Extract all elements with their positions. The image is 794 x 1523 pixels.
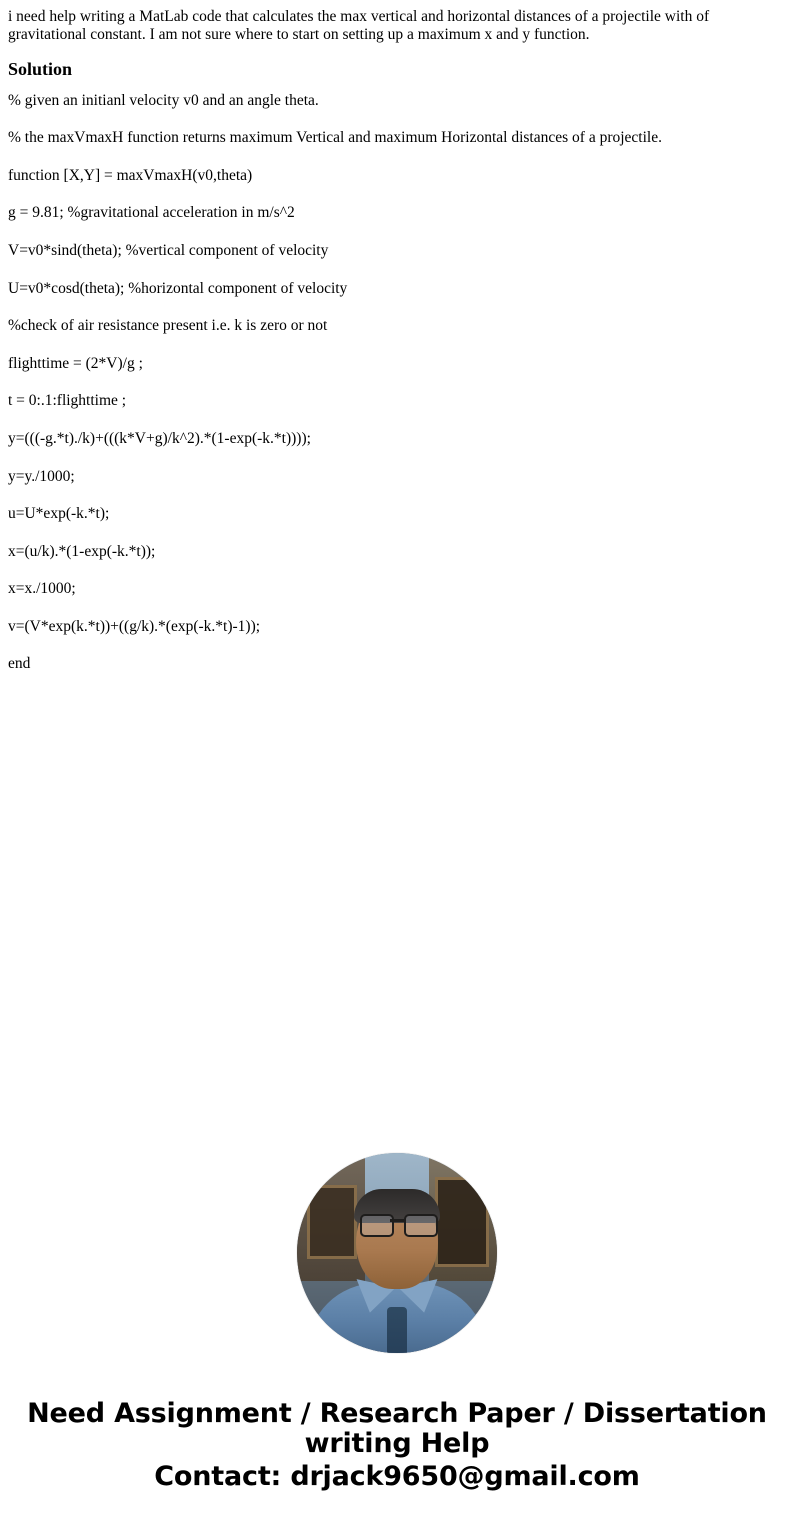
code-line: x=(u/k).*(1-exp(-k.*t)); bbox=[8, 542, 156, 560]
code-line: % the maxVmaxH function returns maximum Vertical and maximum Horizontal distances of a projectile. bbox=[8, 129, 662, 147]
avatar-picture-frame bbox=[307, 1185, 357, 1259]
avatar-container bbox=[8, 1153, 786, 1353]
footer-line-1: Need Assignment / Research Paper / Dissertation bbox=[27, 1398, 767, 1430]
code-line: function [X,Y] = maxVmaxH(v0,theta) bbox=[8, 166, 253, 184]
code-line: % given an initianl velocity v0 and an angle theta. bbox=[8, 91, 319, 109]
code-line: y=(((-g.*t)./k)+(((k*V+g)/k^2).*(1-exp(-k.*t)))); bbox=[8, 429, 311, 447]
footer-promo bbox=[8, 1399, 786, 1512]
solution-code-block bbox=[8, 92, 786, 675]
code-line: t = 0:.1:flighttime ; bbox=[8, 392, 127, 410]
code-line: end bbox=[8, 655, 31, 673]
avatar-glasses-right bbox=[404, 1214, 438, 1237]
footer-contact: Contact: drjack9650@gmail.com bbox=[154, 1460, 640, 1492]
avatar-glasses-bridge bbox=[390, 1219, 404, 1222]
question-text: i need help writing a MatLab code that calculates the max vertical and horizontal distances of a projectile with of gravitational constant. I am not sure where to start on setting up a maximum x and y function. bbox=[8, 8, 710, 44]
code-line: %check of air resistance present i.e. k is zero or not bbox=[8, 317, 328, 335]
avatar bbox=[297, 1153, 497, 1353]
code-line: y=y./1000; bbox=[8, 467, 75, 485]
code-line: g = 9.81; %gravitational acceleration in m/s^2 bbox=[8, 204, 295, 222]
code-line: u=U*exp(-k.*t); bbox=[8, 505, 110, 523]
code-line: flighttime = (2*V)/g ; bbox=[8, 354, 143, 372]
footer-line-2: writing Help bbox=[304, 1428, 490, 1460]
code-line: U=v0*cosd(theta); %horizontal component of velocity bbox=[8, 279, 348, 297]
avatar-door bbox=[435, 1177, 489, 1267]
content-spacer bbox=[8, 693, 786, 1153]
avatar-tie bbox=[387, 1307, 407, 1353]
solution-heading: Solution bbox=[8, 58, 73, 79]
code-line: V=v0*sind(theta); %vertical component of velocity bbox=[8, 241, 329, 259]
avatar-glasses-left bbox=[360, 1214, 394, 1237]
code-line: v=(V*exp(k.*t))+((g/k).*(exp(-k.*t)-1)); bbox=[8, 617, 261, 635]
code-line: x=x./1000; bbox=[8, 580, 76, 598]
